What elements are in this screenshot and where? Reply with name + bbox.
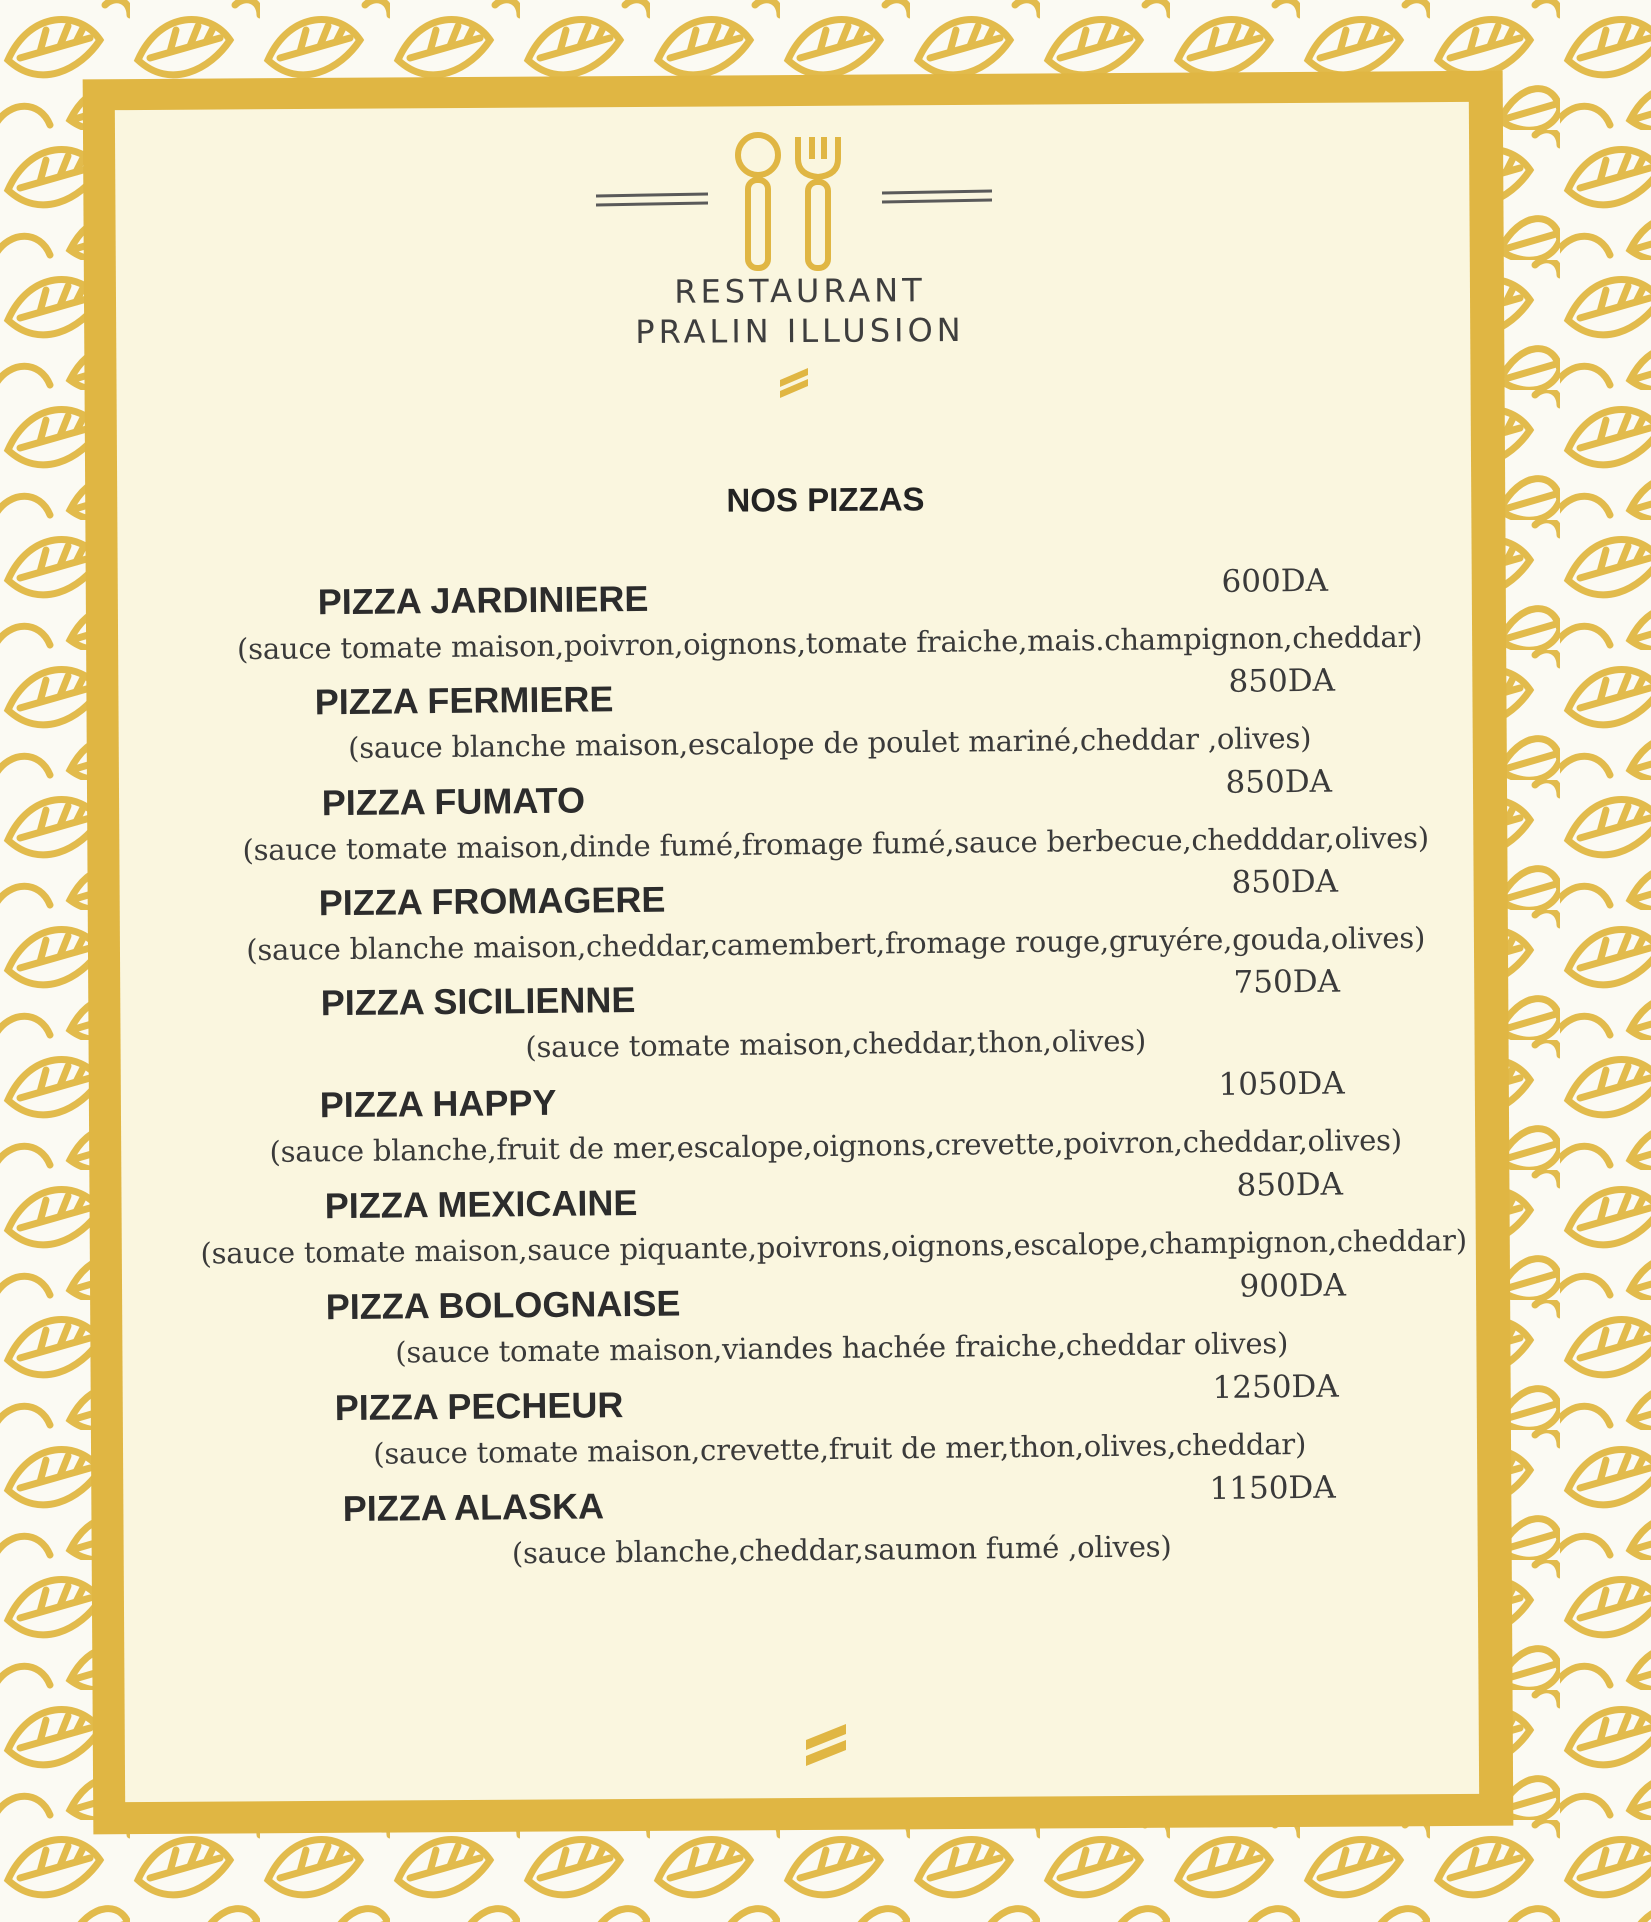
pizza-name: PIZZA PECHEUR <box>334 1384 624 1429</box>
spoon-and-fork-icon <box>560 125 1020 285</box>
pizza-item-fermiere <box>0 662 1651 784</box>
pizza-price: 850DA <box>1228 662 1336 700</box>
pizza-description: (sauce tomate maison,sauce piquante,poivrons,oignons,escalope,champignon,cheddar) <box>200 1223 1468 1271</box>
pizza-name: PIZZA JARDINIERE <box>317 577 649 623</box>
pizza-description: (sauce tomate maison,poivron,oignons,tomate fraiche,mais.champignon,cheddar) <box>236 619 1423 667</box>
pizza-name: PIZZA MEXICAINE <box>324 1181 638 1227</box>
pizza-name: PIZZA FERMIERE <box>314 678 614 723</box>
pizza-description: (sauce tomate maison,cheddar,thon,olives) <box>525 1023 1147 1065</box>
pizza-item-sicilienne <box>0 963 1651 1085</box>
pizza-item-happy <box>0 1065 1651 1187</box>
pizza-description: (sauce blanche maison,escalope de poulet mariné,cheddar ,olives) <box>347 720 1312 765</box>
pizza-name: PIZZA BOLOGNAISE <box>325 1282 681 1328</box>
pizza-price: 1050DA <box>1218 1065 1345 1103</box>
pizza-description: (sauce tomate maison,dinde fumé,fromage fumé,sauce berbecue,chedddar,olives) <box>242 820 1430 868</box>
pizza-name: PIZZA SICILIENNE <box>320 978 636 1024</box>
pizza-price: 850DA <box>1236 1166 1344 1204</box>
pizza-name: PIZZA ALASKA <box>342 1485 605 1530</box>
restaurant-name: PRALIN ILLUSION <box>635 310 965 352</box>
pizza-price: 750DA <box>1233 963 1341 1001</box>
gold-mark-icon <box>800 1712 852 1772</box>
pizza-price: 1250DA <box>1212 1368 1339 1406</box>
pizza-description: (sauce blanche,fruit de mer,escalope,oignons,crevette,poivron,cheddar,olives) <box>269 1122 1403 1169</box>
pizza-item-fumato <box>0 763 1651 885</box>
pizza-name: PIZZA FROMAGERE <box>318 878 666 924</box>
gold-mark-icon <box>774 360 814 400</box>
pizza-item-alaska <box>0 1469 1651 1591</box>
pizza-price: 850DA <box>1225 763 1333 801</box>
restaurant-label: RESTAURANT <box>674 271 926 311</box>
pizza-name: PIZZA HAPPY <box>319 1081 557 1126</box>
pizza-description: (sauce tomate maison,viandes hachée fraiche,cheddar olives) <box>395 1326 1289 1370</box>
pizza-price: 1150DA <box>1209 1469 1336 1507</box>
pizza-description: (sauce blanche maison,cheddar,camembert,fromage rouge,gruyére,gouda,olives) <box>246 920 1426 968</box>
pizza-price: 850DA <box>1231 863 1339 901</box>
pizza-description: (sauce tomate maison,crevette,fruit de mer,thon,olives,cheddar) <box>373 1426 1307 1471</box>
pizza-item-jardiniere <box>0 562 1651 684</box>
section-title: NOS PIZZAS <box>726 480 925 519</box>
pizza-item-fromagere <box>0 863 1651 985</box>
pizza-description: (sauce blanche,cheddar,saumon fumé ,olives) <box>511 1529 1172 1571</box>
pizza-item-mexicaine <box>0 1166 1651 1288</box>
pizza-item-bolognaise <box>0 1267 1651 1389</box>
pizza-price: 600DA <box>1221 562 1329 600</box>
pizza-item-pecheur <box>0 1368 1651 1490</box>
pizza-price: 900DA <box>1239 1267 1347 1305</box>
pizza-name: PIZZA FUMATO <box>321 779 586 824</box>
